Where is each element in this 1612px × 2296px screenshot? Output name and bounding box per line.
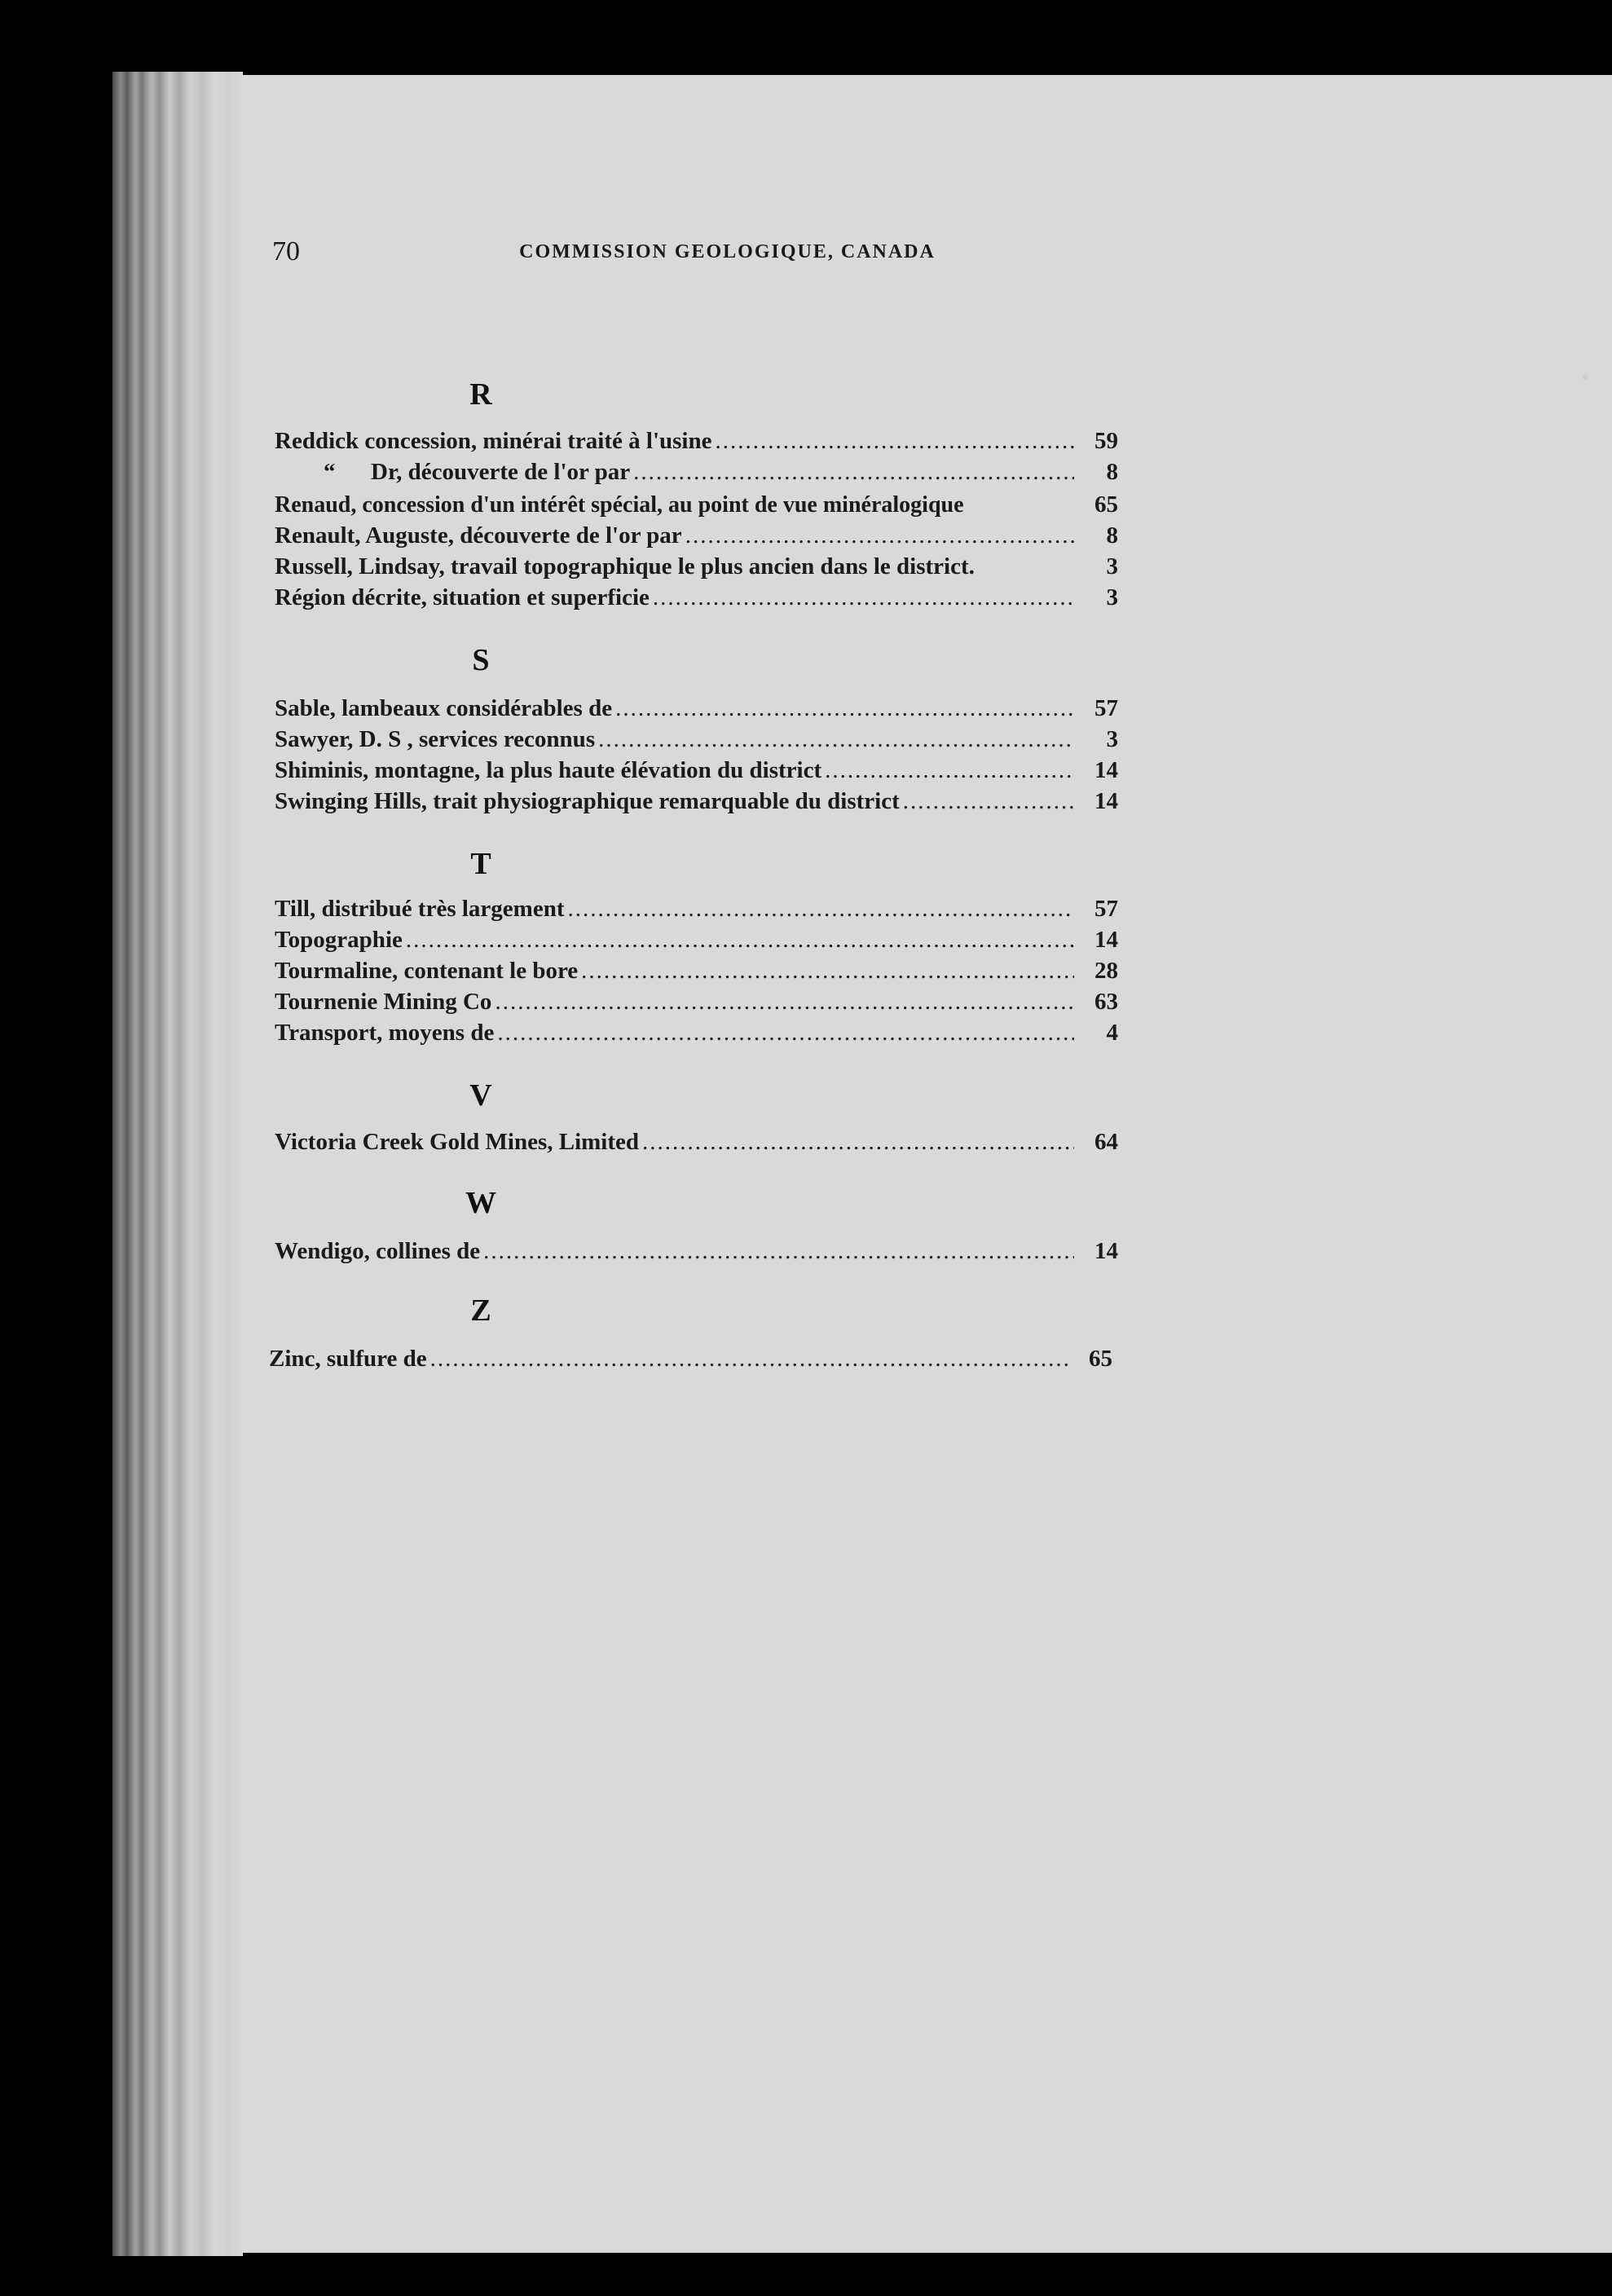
entry-text: Renaud, concession d'un intérêt spécial, au point de vue minéralogique: [275, 492, 964, 518]
entry-text: Sawyer, D. S , services reconnus: [275, 726, 596, 752]
leader-dots: [642, 1128, 1074, 1156]
entry-page: 28: [1094, 958, 1118, 984]
index-entry: [275, 1128, 1118, 1156]
entry-text: Swinging Hills, trait physiographique remarquable du district: [275, 788, 900, 814]
index-entry: [275, 787, 1118, 815]
index-entry: [275, 458, 1118, 486]
entry-text: Till, distribué très largement: [275, 896, 565, 922]
entry-text: Shiminis, montagne, la plus haute élévation du district: [275, 757, 822, 783]
index-entry: [269, 1345, 1112, 1373]
leader-dots: [715, 427, 1074, 455]
leader-dots: [598, 725, 1074, 753]
leader-dots: [615, 694, 1074, 722]
entry-text: Wendigo, collines de: [275, 1238, 481, 1264]
index-entry: [275, 584, 1118, 611]
entry-page: 14: [1094, 1238, 1118, 1264]
entry-text: Victoria Creek Gold Mines, Limited: [275, 1129, 640, 1155]
leader-dots: [825, 756, 1074, 784]
section-letter-r: R: [469, 377, 492, 412]
entry-page: 14: [1094, 757, 1118, 783]
leader-dots: [633, 458, 1074, 486]
index-entry: [275, 957, 1118, 985]
entry-page: 64: [1094, 1129, 1118, 1155]
section-letter-v: V: [469, 1078, 492, 1113]
entry-text: Renault, Auguste, découverte de l'or par: [275, 522, 682, 549]
entry-text: Tourmaline, contenant le bore: [275, 958, 579, 984]
entry-page: 4: [1106, 1020, 1118, 1046]
leader-dots: [653, 584, 1074, 611]
entry-page: 14: [1094, 788, 1118, 814]
section-letter-w: W: [465, 1186, 496, 1220]
index-entry: [275, 553, 1118, 580]
entry-page: 8: [1106, 522, 1118, 549]
leader-dots: [406, 926, 1074, 954]
index-entry: [275, 694, 1118, 722]
entry-text: Reddick concession, minérai traité à l'usine: [275, 428, 712, 454]
entry-page: 57: [1094, 695, 1118, 721]
index-entry: [275, 1019, 1118, 1047]
entry-page: 14: [1094, 927, 1118, 953]
index-entry: [275, 926, 1118, 954]
entry-page: 3: [1106, 584, 1118, 610]
entry-page: 59: [1094, 428, 1118, 454]
entry-page: 65: [1089, 1346, 1112, 1372]
speck: [1583, 375, 1588, 380]
index-entry: [275, 725, 1118, 753]
index-entry: [275, 522, 1118, 549]
index-entry: [275, 491, 1118, 519]
index-entry: [275, 427, 1118, 455]
entry-text: Sable, lambeaux considérables de: [275, 695, 613, 721]
entry-page: 3: [1106, 726, 1118, 752]
running-head: COMMISSION GEOLOGIQUE, CANADA: [519, 241, 936, 262]
entry-text: Russell, Lindsay, travail topographique le plus ancien dans le district.: [275, 553, 975, 580]
entry-text: Région décrite, situation et superficie: [275, 584, 650, 610]
leader-dots: [685, 522, 1074, 549]
leader-dots: [495, 988, 1074, 1016]
index-entry: [275, 895, 1118, 923]
entry-text: Tournenie Mining Co: [275, 989, 492, 1015]
section-letter-z: Z: [470, 1293, 491, 1328]
index-entry: [275, 988, 1118, 1016]
leader-dots: [497, 1019, 1074, 1047]
entry-page: 63: [1094, 989, 1118, 1015]
entry-page: 3: [1106, 553, 1118, 580]
leader-dots: [581, 957, 1074, 985]
section-letter-s: S: [472, 643, 490, 677]
entry-text: Topographie: [275, 927, 403, 953]
entry-page: 65: [1094, 491, 1118, 518]
entry-text: Transport, moyens de: [275, 1020, 495, 1046]
leader-dots: [567, 895, 1074, 923]
entry-page: 8: [1106, 459, 1118, 485]
section-letter-t: T: [470, 847, 491, 881]
entry-text: “ Dr, découverte de l'or par: [324, 459, 631, 485]
book-page-edges: [112, 72, 243, 2256]
entry-text: Zinc, sulfure de: [269, 1346, 427, 1372]
index-entry: [275, 756, 1118, 784]
entry-page: 57: [1094, 896, 1118, 922]
leader-dots: [430, 1345, 1068, 1373]
leader-dots: [483, 1237, 1074, 1265]
index-entry: [275, 1237, 1118, 1265]
page-number: 70: [272, 236, 300, 267]
leader-dots: [903, 787, 1074, 815]
